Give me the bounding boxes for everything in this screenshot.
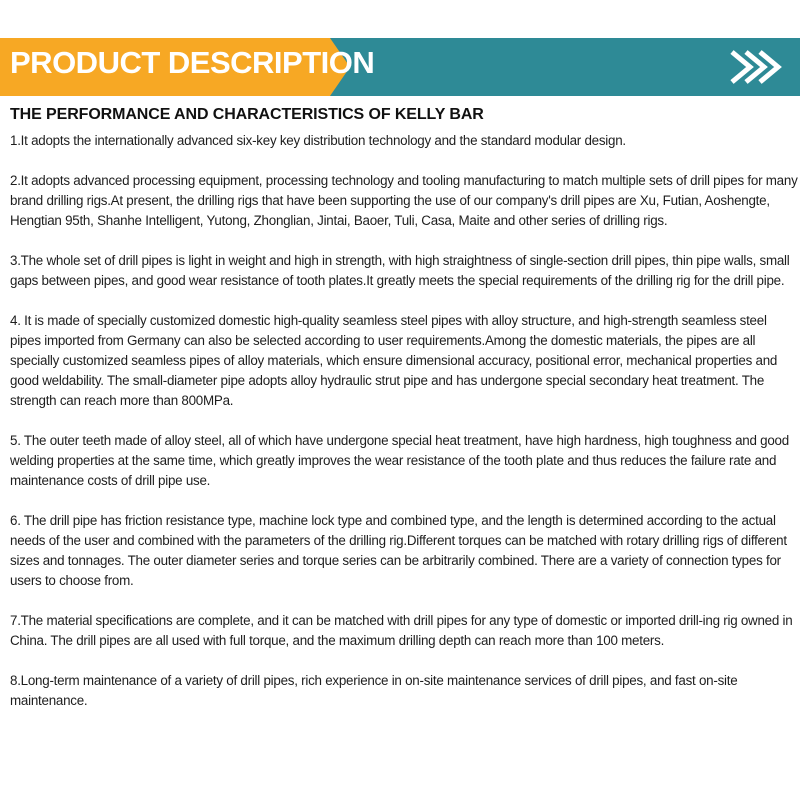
double-chevron-right-icon [724,48,790,86]
list-item: 5. The outer teeth made of alloy steel, all of which have undergone special heat treatment, have high hardness, high toughness and good welding properties at the same time, which greatly improves the wear resistance of the tooth plate and thus reduces the failure rate and maintenance costs of drill pipe use. [10,433,789,488]
list-item: 1.It adopts the internationally advanced six-key key distribution technology and the standard modular design. [10,133,626,148]
product-description-banner [0,38,800,96]
list-item: 2.It adopts advanced processing equipment, processing technology and tooling manufacturing to match multiple sets of drill pipes for many brand drilling rigs.At present, the drilling rigs that have been supporting the use of our company's drill pipes are Xu, Futian, Aoshengte, Hengtian 95th, Shanhe Intelligent, Yutong, Zhonglian, Jintai, Baoer, Tuli, Casa, Maite and other series of drilling rigs. [10,173,798,228]
list-item: 4. It is made of specially customized domestic high-quality seamless steel pipes with alloy structure, and high-strength seamless steel pipes imported from Germany can also be selected according to user requirements.Among the domestic materials, the pipes are all specially customized seamless pipes of alloy materials, which ensure dimensional accuracy, positional error, mechanical properties and good weldability. The small-diameter pipe adopts alloy hydraulic strut pipe and has undergone special secondary heat treatment. The strength can reach more than 800MPa. [10,313,778,408]
characteristics-list [10,131,800,731]
list-item: 8.Long-term maintenance of a variety of drill pipes, rich experience in on-site maintenance services of drill pipes, and fast on-site maintenance. [10,673,738,708]
list-item: 7.The material specifications are complete, and it can be matched with drill pipes for any type of domestic or imported drill-ing rig owned in China. The drill pipes are all used with full torque, and the maximum drilling depth can reach more than 100 meters. [10,613,793,648]
section-title: THE PERFORMANCE AND CHARACTERISTICS OF KELLY BAR [10,106,484,123]
list-item: 6. The drill pipe has friction resistance type, machine lock type and combined type, and the length is determined according to the actual needs of the user and combined with the parameters of the drilling rig.Different torques can be matched with rotary drilling rigs of different sizes and tonnages. The outer diameter series and torque series can be arbitrarily combined. There are a variety of connection types for users to choose from. [10,513,787,588]
list-item: 3.The whole set of drill pipes is light in weight and high in strength, with high straightness of single-section drill pipes, thin pipe walls, small gaps between pipes, and good wear resistance of tooth plates.It greatly meets the special requirements of the drilling rig for the drill pipe. [10,253,790,288]
banner-title: PRODUCT DESCRIPTION [10,45,375,80]
